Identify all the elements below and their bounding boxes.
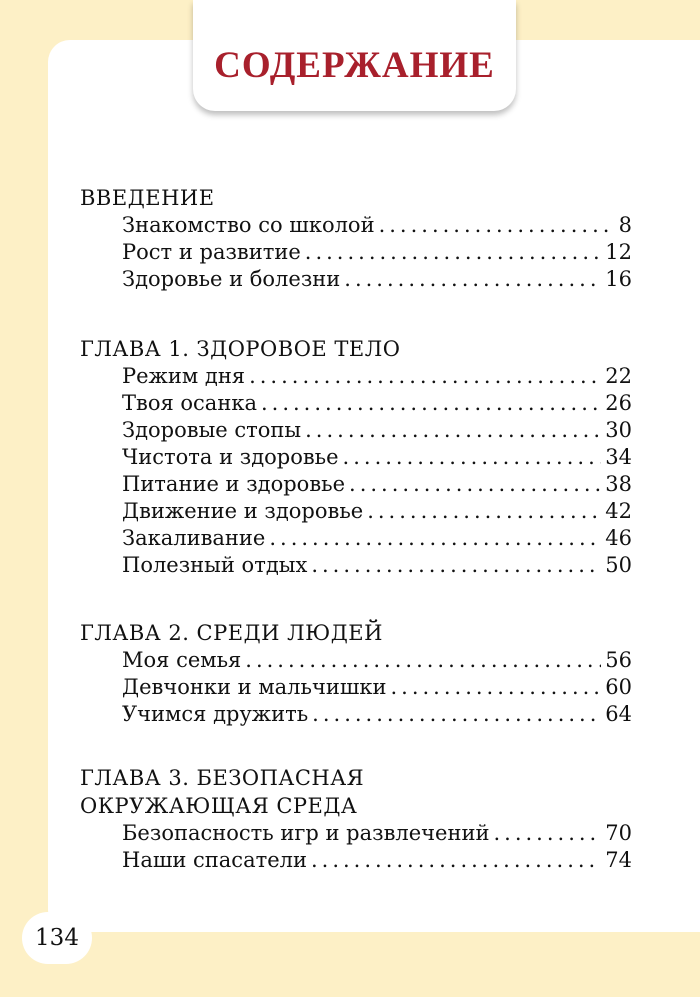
section-heading: ВВЕДЕНИЕ	[80, 186, 215, 210]
entry-page: 64	[605, 702, 632, 726]
entry-label: Учимся дружить	[122, 702, 309, 726]
dot-leader	[261, 390, 601, 417]
dot-leader	[311, 552, 601, 579]
toc-entry[interactable]	[80, 498, 632, 525]
toc-entry[interactable]	[80, 701, 632, 728]
toc-entry[interactable]	[80, 647, 632, 674]
entry-label: Здоровые стопы	[122, 418, 302, 442]
section-heading: ГЛАВА 2. СРЕДИ ЛЮДЕЙ	[80, 621, 383, 645]
dot-leader	[343, 444, 602, 471]
entry-label: Здоровье и болезни	[122, 267, 341, 291]
entry-page: 56	[605, 648, 632, 672]
toc-entry[interactable]	[80, 444, 632, 471]
entry-label: Наши спасатели	[122, 848, 307, 872]
entry-label: Безопасность игр и развлечений	[122, 821, 490, 845]
entry-label: Твоя осанка	[122, 391, 257, 415]
dot-leader	[245, 647, 601, 674]
entry-label: Моя семья	[122, 648, 242, 672]
dot-leader	[367, 498, 601, 525]
section-heading: ГЛАВА 1. ЗДОРОВОЕ ТЕЛО	[80, 337, 401, 361]
spacer	[80, 293, 632, 335]
entry-page: 16	[605, 267, 632, 291]
toc-entry[interactable]	[80, 417, 632, 444]
entry-page: 12	[605, 240, 632, 264]
dot-leader	[493, 820, 601, 847]
entry-page: 8	[618, 213, 632, 237]
dot-leader	[305, 239, 601, 266]
toc-entry[interactable]	[80, 212, 632, 239]
entry-label: Знакомство со школой	[122, 213, 375, 237]
dot-leader	[312, 701, 601, 728]
toc-entry[interactable]	[80, 525, 632, 552]
toc-entry[interactable]	[80, 820, 632, 847]
entry-page: 46	[605, 526, 632, 550]
dot-leader	[349, 471, 601, 498]
page-title: СОДЕРЖАНИЕ	[214, 45, 495, 86]
entry-page: 50	[605, 553, 632, 577]
toc-entry[interactable]	[80, 363, 632, 390]
entry-label: Полезный отдых	[122, 553, 308, 577]
dot-leader	[269, 525, 601, 552]
section-chapter-3	[80, 764, 632, 874]
entry-label: Рост и развитие	[122, 240, 301, 264]
entry-label: Закаливание	[122, 526, 266, 550]
section-chapter-2	[80, 619, 632, 728]
toc-entry[interactable]	[80, 390, 632, 417]
section-introduction	[80, 184, 632, 293]
toc-entry[interactable]	[80, 471, 632, 498]
entry-page: 60	[605, 675, 632, 699]
spacer	[80, 579, 632, 619]
dot-leader	[305, 417, 601, 444]
spacer	[80, 728, 632, 764]
entry-label: Девчонки и мальчишки	[122, 675, 387, 699]
entry-page: 30	[605, 418, 632, 442]
dot-leader	[379, 212, 615, 239]
entry-page: 26	[605, 391, 632, 415]
toc-entry[interactable]	[80, 552, 632, 579]
dot-leader	[311, 847, 601, 874]
entry-label: Движение и здоровье	[122, 499, 364, 523]
entry-label: Режим дня	[122, 364, 246, 388]
table-of-contents	[80, 184, 632, 874]
section-chapter-1	[80, 335, 632, 579]
dot-leader	[344, 266, 601, 293]
entry-page: 42	[605, 499, 632, 523]
entry-label: Чистота и здоровье	[122, 445, 339, 469]
title-tab	[193, 0, 516, 111]
dot-leader	[390, 674, 601, 701]
section-heading-line-1: ГЛАВА 3. БЕЗОПАСНАЯ	[80, 766, 365, 790]
entry-page: 70	[605, 821, 632, 845]
toc-entry[interactable]	[80, 847, 632, 874]
entry-page: 74	[605, 848, 632, 872]
toc-entry[interactable]	[80, 266, 632, 293]
dot-leader	[249, 363, 601, 390]
entry-page: 34	[605, 445, 632, 469]
entry-page: 38	[605, 472, 632, 496]
section-heading-line-2: ОКРУЖАЮЩАЯ СРЕДА	[80, 794, 358, 818]
entry-label: Питание и здоровье	[122, 472, 346, 496]
entry-page: 22	[605, 364, 632, 388]
toc-entry[interactable]	[80, 239, 632, 266]
toc-entry[interactable]	[80, 674, 632, 701]
page-number: 134	[22, 912, 92, 964]
